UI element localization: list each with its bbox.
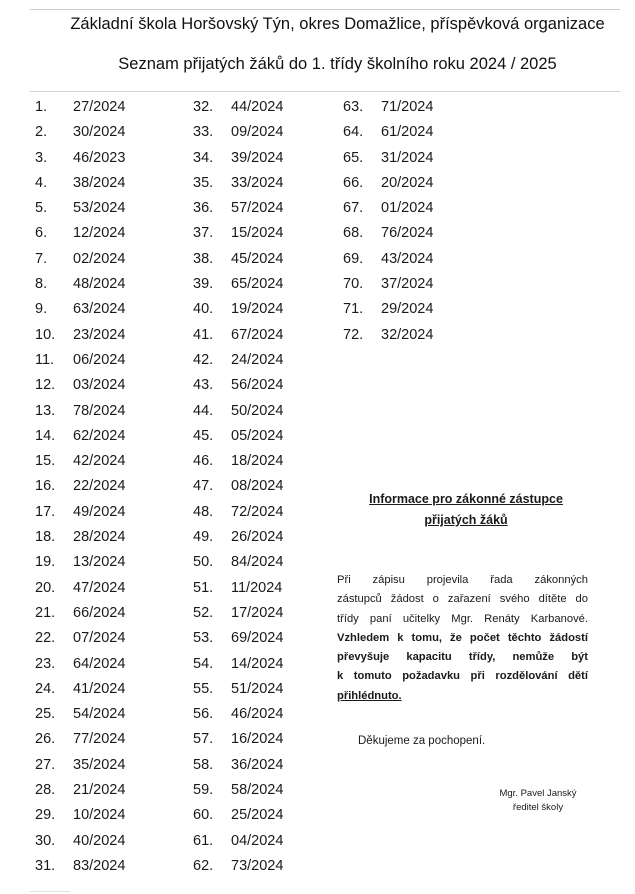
pupil-row [343, 196, 433, 221]
registration-code: 33/2024 [231, 174, 284, 191]
registration-code: 83/2024 [73, 857, 126, 874]
registration-code: 11/2024 [231, 579, 283, 596]
pupil-row [193, 778, 283, 803]
row-number: 2. [35, 124, 48, 141]
bottom-rule [30, 891, 70, 892]
registration-code: 69/2024 [231, 630, 284, 647]
registration-code: 30/2024 [73, 124, 126, 141]
row-number: 40. [193, 301, 214, 318]
pupil-list-column-2 [193, 95, 283, 879]
pupil-row [193, 652, 283, 677]
row-number: 70. [343, 276, 364, 293]
row-number: 62. [193, 857, 214, 874]
pupil-row [193, 626, 283, 651]
registration-code: 32/2024 [381, 326, 434, 343]
row-number: 21. [35, 604, 56, 621]
row-number: 12. [35, 377, 56, 394]
pupil-row [35, 677, 125, 702]
row-number: 34. [193, 149, 214, 166]
row-number: 47. [193, 478, 214, 495]
row-number: 37. [193, 225, 214, 242]
registration-code: 14/2024 [231, 655, 284, 672]
info-heading [336, 489, 596, 531]
row-number: 61. [193, 832, 214, 849]
registration-code: 54/2024 [73, 706, 126, 723]
registration-code: 56/2024 [231, 377, 284, 394]
pupil-row [35, 323, 125, 348]
signature-block [478, 787, 598, 815]
registration-code: 12/2024 [73, 225, 126, 242]
registration-code: 43/2024 [381, 250, 434, 267]
row-number: 50. [193, 554, 214, 571]
pupil-row [343, 297, 433, 322]
row-number: 3. [35, 149, 48, 166]
registration-code: 05/2024 [231, 427, 284, 444]
row-number: 43. [193, 377, 214, 394]
row-number: 59. [193, 782, 214, 799]
row-number: 67. [343, 200, 364, 217]
row-number: 51. [193, 579, 214, 596]
pupil-row [193, 500, 283, 525]
pupil-row [343, 323, 433, 348]
row-number: 38. [193, 250, 214, 267]
pupil-list-column-1 [35, 95, 125, 879]
registration-code: 45/2024 [231, 250, 284, 267]
registration-code: 02/2024 [73, 250, 126, 267]
school-name: Základní škola Horšovský Týn, okres Domažlice, příspěvková organizace [70, 15, 605, 33]
pupil-row [35, 424, 125, 449]
pupil-row [193, 95, 283, 120]
pupil-row [193, 854, 283, 879]
registration-code: 61/2024 [381, 124, 434, 141]
signer-role: ředitel školy [512, 802, 564, 813]
row-number: 20. [35, 579, 56, 596]
registration-code: 04/2024 [231, 832, 284, 849]
registration-code: 65/2024 [231, 276, 284, 293]
registration-code: 51/2024 [231, 680, 284, 697]
registration-code: 64/2024 [73, 655, 126, 672]
info-line: zástupců žádost o zařazení svého dítěte do [337, 593, 588, 606]
pupil-row [35, 449, 125, 474]
registration-code: 07/2024 [73, 630, 126, 647]
pupil-row [35, 171, 125, 196]
registration-code: 37/2024 [381, 276, 434, 293]
registration-code: 62/2024 [73, 427, 126, 444]
row-number: 11. [35, 351, 55, 368]
row-number: 17. [35, 503, 56, 520]
row-number: 66. [343, 174, 364, 191]
registration-code: 58/2024 [231, 782, 284, 799]
row-number: 55. [193, 680, 214, 697]
pupil-list-column-3 [343, 95, 433, 348]
info-line: Při zápisu projevila řada zákonných [337, 574, 588, 586]
registration-code: 31/2024 [381, 149, 434, 166]
pupil-row [193, 576, 283, 601]
pupil-row [35, 601, 125, 626]
pupil-row [193, 727, 283, 752]
row-number: 4. [35, 174, 48, 191]
pupil-row [193, 803, 283, 828]
info-line: Vzhledem k tomu, že počet těchto žádostí [337, 631, 588, 644]
row-number: 5. [35, 200, 48, 217]
pupil-row [35, 348, 125, 373]
registration-code: 42/2024 [73, 453, 126, 470]
pupil-row [35, 727, 125, 752]
pupil-row [193, 474, 283, 499]
row-number: 26. [35, 731, 56, 748]
row-number: 18. [35, 529, 56, 546]
pupil-row [35, 146, 125, 171]
row-number: 28. [35, 782, 56, 799]
pupil-row [193, 702, 283, 727]
pupil-row [193, 120, 283, 145]
info-line: přihlédnuto. [337, 689, 402, 702]
pupil-row [35, 525, 125, 550]
pupil-row [193, 601, 283, 626]
registration-code: 08/2024 [231, 478, 284, 495]
row-number: 44. [193, 402, 214, 419]
row-number: 33. [193, 124, 214, 141]
registration-code: 09/2024 [231, 124, 284, 141]
header-rule [30, 91, 620, 92]
registration-code: 53/2024 [73, 200, 126, 217]
registration-code: 23/2024 [73, 326, 126, 343]
row-number: 10. [35, 326, 56, 343]
registration-code: 77/2024 [73, 731, 126, 748]
registration-code: 06/2024 [73, 351, 126, 368]
row-number: 41. [193, 326, 214, 343]
registration-code: 76/2024 [381, 225, 434, 242]
row-number: 65. [343, 149, 364, 166]
registration-code: 26/2024 [231, 529, 284, 546]
info-heading-line-1: Informace pro zákonné zástupce [369, 492, 563, 506]
row-number: 13. [35, 402, 56, 419]
registration-code: 57/2024 [231, 200, 284, 217]
registration-code: 19/2024 [231, 301, 284, 318]
row-number: 27. [35, 756, 56, 773]
pupil-row [35, 829, 125, 854]
registration-code: 47/2024 [73, 579, 126, 596]
row-number: 69. [343, 250, 364, 267]
pupil-row [35, 753, 125, 778]
row-number: 35. [193, 174, 214, 191]
pupil-row [35, 854, 125, 879]
registration-code: 67/2024 [231, 326, 284, 343]
row-number: 54. [193, 655, 214, 672]
pupil-row [193, 247, 283, 272]
registration-code: 36/2024 [231, 756, 284, 773]
info-line: převyšuje kapacitu třídy, nemůže být [337, 651, 588, 664]
row-number: 29. [35, 807, 56, 824]
row-number: 42. [193, 351, 214, 368]
registration-code: 29/2024 [381, 301, 434, 318]
pupil-row [343, 247, 433, 272]
pupil-row [193, 399, 283, 424]
registration-code: 13/2024 [73, 554, 126, 571]
pupil-row [35, 196, 125, 221]
pupil-row [193, 272, 283, 297]
pupil-row [35, 95, 125, 120]
registration-code: 40/2024 [73, 832, 126, 849]
row-number: 36. [193, 200, 214, 217]
registration-code: 41/2024 [73, 680, 126, 697]
row-number: 16. [35, 478, 56, 495]
row-number: 56. [193, 706, 214, 723]
pupil-row [193, 297, 283, 322]
pupil-row [193, 348, 283, 373]
registration-code: 46/2024 [231, 706, 284, 723]
pupil-row [193, 677, 283, 702]
row-number: 53. [193, 630, 214, 647]
registration-code: 50/2024 [231, 402, 284, 419]
row-number: 23. [35, 655, 56, 672]
row-number: 9. [35, 301, 48, 318]
pupil-row [35, 778, 125, 803]
pupil-row [35, 702, 125, 727]
registration-code: 16/2024 [231, 731, 284, 748]
row-number: 30. [35, 832, 56, 849]
pupil-row [35, 550, 125, 575]
pupil-row [35, 803, 125, 828]
registration-code: 63/2024 [73, 301, 126, 318]
registration-code: 21/2024 [73, 782, 126, 799]
pupil-row [193, 171, 283, 196]
info-line: třídy paní učitelky Mgr. Renáty Karbanové. [337, 612, 588, 625]
registration-code: 24/2024 [231, 351, 284, 368]
pupil-row [35, 474, 125, 499]
pupil-row [35, 652, 125, 677]
row-number: 58. [193, 756, 214, 773]
row-number: 25. [35, 706, 56, 723]
row-number: 31. [35, 857, 56, 874]
row-number: 39. [193, 276, 214, 293]
pupil-row [35, 120, 125, 145]
pupil-row [193, 550, 283, 575]
row-number: 22. [35, 630, 56, 647]
registration-code: 48/2024 [73, 276, 126, 293]
registration-code: 20/2024 [381, 174, 434, 191]
pupil-row [193, 146, 283, 171]
row-number: 7. [35, 250, 48, 267]
registration-code: 27/2024 [73, 99, 126, 115]
registration-code: 44/2024 [231, 99, 284, 115]
registration-code: 28/2024 [73, 529, 126, 546]
row-number: 68. [343, 225, 364, 242]
row-number: 46. [193, 453, 214, 470]
info-heading-line-2: přijatých žáků [424, 513, 508, 527]
row-number: 52. [193, 604, 214, 621]
pupil-row [193, 829, 283, 854]
registration-code: 84/2024 [231, 554, 284, 571]
list-title: Seznam přijatých žáků do 1. třídy školního roku 2024 / 2025 [118, 55, 557, 73]
row-number: 8. [35, 276, 48, 293]
pupil-row [35, 399, 125, 424]
pupil-row [343, 171, 433, 196]
row-number: 63. [343, 99, 364, 115]
pupil-row [193, 373, 283, 398]
registration-code: 17/2024 [231, 604, 284, 621]
row-number: 60. [193, 807, 214, 824]
info-line: k tomuto požadavku při rozdělování dětí [337, 670, 588, 683]
registration-code: 73/2024 [231, 857, 284, 874]
row-number: 57. [193, 731, 214, 748]
registration-code: 78/2024 [73, 402, 126, 419]
pupil-row [35, 221, 125, 246]
pupil-row [193, 449, 283, 474]
row-number: 24. [35, 680, 56, 697]
registration-code: 15/2024 [231, 225, 284, 242]
row-number: 15. [35, 453, 56, 470]
pupil-row [35, 373, 125, 398]
registration-code: 22/2024 [73, 478, 126, 495]
row-number: 14. [35, 427, 56, 444]
registration-code: 25/2024 [231, 807, 284, 824]
registration-code: 10/2024 [73, 807, 126, 824]
registration-code: 72/2024 [231, 503, 284, 520]
pupil-row [343, 146, 433, 171]
row-number: 32. [193, 99, 214, 115]
row-number: 64. [343, 124, 364, 141]
registration-code: 71/2024 [381, 99, 434, 115]
pupil-row [35, 247, 125, 272]
pupil-row [193, 753, 283, 778]
row-number: 49. [193, 529, 214, 546]
registration-code: 46/2023 [73, 149, 126, 166]
pupil-row [193, 221, 283, 246]
pupil-row [35, 500, 125, 525]
registration-code: 03/2024 [73, 377, 126, 394]
pupil-row [193, 424, 283, 449]
row-number: 1. [35, 99, 48, 115]
signer-name: Mgr. Pavel Janský [499, 788, 577, 799]
pupil-row [343, 221, 433, 246]
pupil-row [193, 323, 283, 348]
row-number: 45. [193, 427, 214, 444]
thanks-text: Děkujeme za pochopení. [358, 735, 486, 747]
info-body [337, 571, 588, 706]
pupil-row [193, 196, 283, 221]
pupil-row [193, 525, 283, 550]
registration-code: 01/2024 [381, 200, 434, 217]
pupil-row [343, 272, 433, 297]
registration-code: 66/2024 [73, 604, 126, 621]
registration-code: 39/2024 [231, 149, 284, 166]
top-rule [30, 9, 620, 10]
row-number: 72. [343, 326, 364, 343]
pupil-row [343, 120, 433, 145]
pupil-row [35, 576, 125, 601]
registration-code: 38/2024 [73, 174, 126, 191]
row-number: 19. [35, 554, 56, 571]
row-number: 6. [35, 225, 48, 242]
registration-code: 35/2024 [73, 756, 126, 773]
registration-code: 49/2024 [73, 503, 126, 520]
pupil-row [35, 626, 125, 651]
pupil-row [35, 297, 125, 322]
pupil-row [343, 95, 433, 120]
pupil-row [35, 272, 125, 297]
row-number: 71. [343, 301, 364, 318]
row-number: 48. [193, 503, 214, 520]
registration-code: 18/2024 [231, 453, 284, 470]
